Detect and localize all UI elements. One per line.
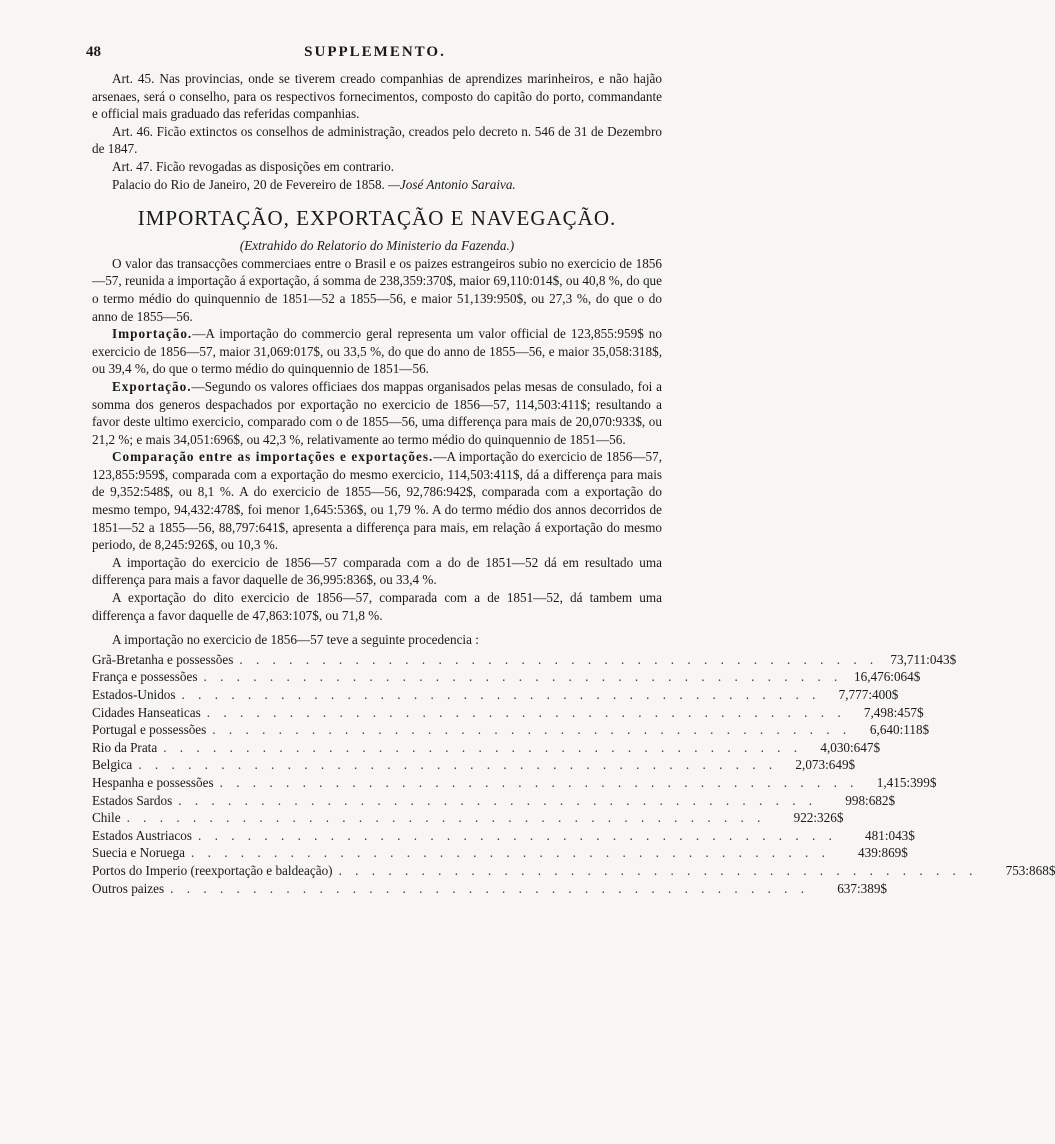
leader-dots: . . . . . . . . . . . . . . . . . . . . . . . . . . . . . . . . . . . . . . .	[212, 722, 852, 738]
importacao-heading: Importação.	[112, 326, 193, 342]
country-name: Estados Austriacos	[92, 827, 192, 843]
page-number: 48	[86, 44, 101, 60]
article-45	[92, 70, 662, 123]
list-item	[92, 668, 921, 686]
leader-dots: . . . . . . . . . . . . . . . . . . . . . . . . . . . . . . . . . . . . . . .	[181, 687, 821, 702]
article-text: Nas provincias, onde se tiverem creado companhias de aprendizes marinheiros, e não hajão arsenaes, será o conselho, para os respectivos fornecimentos, composto do capitão do porto, commandante e official mais graduado das referidas companhias.	[92, 71, 662, 122]
import-value: 4,030:647$	[820, 739, 881, 755]
paragraph-exportacao-1851: A exportação do dito exercicio de 1856—57, comparada com a de 1851—52, dá tambem uma differença a favor daquelle de 47,863:107$, ou 71,8 %.	[92, 590, 662, 623]
article-47	[92, 158, 662, 176]
leader-dots: . . . . . . . . . . . . . . . . . . . . . . . . . . . . . . . . . . . . . . .	[198, 827, 837, 843]
article-46	[92, 123, 662, 158]
list-item	[92, 686, 899, 704]
list-intro: A importação no exercicio de 1856—57 teve a seguinte procedencia :	[112, 632, 479, 648]
exportacao-paragraph	[92, 378, 662, 448]
article-text: Ficão extinctos os conselhos de administração, creados pelo decreto n. 546 de 31 de Dezembro de 1847.	[92, 123, 663, 157]
country-name: Belgica	[92, 757, 133, 773]
procedencia-list	[92, 651, 1055, 897]
country-name: Chile	[92, 810, 121, 826]
country-name: Hespanha e possessões	[92, 774, 214, 790]
leader-dots: . . . . . . . . . . . . . . . . . . . . . . . . . . . . . . . . . . . . . . .	[338, 862, 978, 878]
import-value: 2,073:649$	[795, 757, 856, 773]
import-value: 753:868$	[1005, 862, 1055, 878]
exportacao-text: —Segundo os valores officiaes dos mappas organisados pelas mesas de consulado, foi a somma dos generos despachados por exportação no exercicio de 1856—57, 114,503:411$; resultando a favor deste ultimo exercicio, comparado com o de 1855—56, uma differença para mais de 20,070:933$, ou 21,2 %; e mais 34,051:696$, ou 42,3 %, relativamente ao termo médio do quinquennio de 1851—56.	[92, 378, 662, 447]
leader-dots: . . . . . . . . . . . . . . . . . . . . . . . . . . . . . . . . . . . . . . .	[203, 669, 843, 685]
list-item	[92, 774, 937, 792]
leader-dots: . . . . . . . . . . . . . . . . . . . . . . . . . . . . . . . . . . . . . . .	[178, 792, 818, 808]
list-item	[92, 809, 844, 827]
list-item	[92, 792, 896, 810]
leader-dots: . . . . . . . . . . . . . . . . . . . . . . . . . . . . . . . . . . . . . . .	[219, 774, 859, 790]
country-name: Cidades Hanseaticas	[92, 704, 201, 720]
list-item	[92, 880, 888, 898]
list-item	[92, 756, 856, 774]
list-item	[92, 739, 881, 757]
country-name: Outros paizes	[92, 880, 165, 896]
page-header	[86, 44, 664, 66]
exportacao-heading: Exportação.	[112, 378, 192, 394]
comparacao-heading: Comparação entre as importações e exportações.	[112, 449, 434, 465]
section-title: IMPORTAÇÃO, EXPORTAÇÃO E NAVEGAÇÃO.	[137, 206, 617, 231]
import-value: 637:389$	[837, 880, 888, 896]
leader-dots: . . . . . . . . . . . . . . . . . . . . . . . . . . . . . . . . . . . . . . .	[163, 739, 803, 755]
paragraph-importacao-1851: A importação do exercicio de 1856—57 comparada com a do de 1851—52 dá em resultado uma differença para mais a favor daquelle de 36,995:836$, ou 33,4 %.	[92, 554, 662, 588]
signature-line	[92, 176, 662, 194]
leader-dots: . . . . . . . . . . . . . . . . . . . . . . . . . . . . . . . . . . . . . . .	[138, 757, 778, 773]
import-value: 1,415:399$	[876, 774, 937, 790]
leader-dots: . . . . . . . . . . . . . . . . . . . . . . . . . . . . . . . . . . . . . . .	[191, 845, 830, 861]
list-item	[92, 704, 924, 722]
import-value: 998:682$	[845, 792, 896, 808]
place-date: Palacio do Rio de Janeiro, 20 de Fevereiro de 1858.	[112, 176, 385, 192]
import-value: 439:869$	[858, 845, 908, 861]
importacao-text: —A importação do commercio geral representa um valor official de 123,855:959$ no exercicio de 1856—57, maior 31,069:017$, ou 33,5 %, do que do anno de 1855—56, e maior 35,058:318$, ou 39,4 %, do que o termo médio do quinquennio de 1851—56.	[92, 326, 662, 377]
signer: —José Antonio Saraiva.	[388, 176, 516, 192]
article-id: Art. 46.	[112, 123, 153, 139]
leader-dots: . . . . . . . . . . . . . . . . . . . . . . . . . . . . . . . . . . . . . . .	[239, 651, 879, 667]
import-value: 481:043$	[865, 827, 915, 843]
article-id: Art. 45.	[112, 71, 155, 86]
article-text: Ficão revogadas as disposições em contrario.	[155, 158, 395, 174]
import-value: 7,498:457$	[863, 704, 924, 720]
country-name: Rio da Prata	[92, 739, 158, 755]
list-item	[92, 844, 908, 862]
comparacao-text: —A importação do exercicio de 1856—57, 123,855:959$, comparada com a exportação do mesmo exercicio, 114,503:411$, dá a differença para mais de 9,352:548$, ou 8,1 %. A do exercicio de 1855—56, 92,786:942$, comparada com a exportação do mesmo tempo, 94,432:478$, foi menor 1,645:536$, ou 1,79 %. A do termo médio dos annos decorridos de 1851—52 a 1855—56, 88,797:641$, apresenta a differença para mais, em relação á exportação do mesmo periodo, de 8,245:926$, ou 10,3 %.	[92, 449, 662, 553]
list-item	[92, 721, 930, 739]
article-id: Art. 47.	[112, 158, 153, 174]
country-name: Suecia e Noruega	[92, 845, 186, 861]
country-name: Grã-Bretanha e possessões	[92, 651, 234, 667]
country-name: França e possessões	[92, 669, 198, 685]
importacao-paragraph	[92, 325, 662, 378]
leader-dots: . . . . . . . . . . . . . . . . . . . . . . . . . . . . . . . . . . . . . . .	[126, 810, 766, 826]
import-value: 7,777:400$	[838, 687, 899, 702]
running-title: SUPPLEMENTO.	[304, 44, 446, 60]
comparacao-paragraph	[92, 448, 662, 554]
country-name: Portugal e possessões	[92, 722, 207, 738]
import-value: 73,711:043$	[890, 651, 957, 667]
country-name: Estados Sardos	[92, 792, 173, 808]
list-item	[92, 827, 915, 845]
page-body	[92, 70, 1055, 897]
country-name: Portos do Imperio (reexportação e baldeação)	[92, 862, 333, 878]
intro-paragraph: O valor das transacções commerciaes entre o Brasil e os paizes estrangeiros subio no exercicio de 1856—57, reunida a importação á exportação, á somma de 238,359:370$, maior 69,110:014$, ou 40,8 %, do que o termo médio do quinquennio de 1851—52 a 1855—56, e maior 51,139:950$, ou 27,3 %, do que o do anno de 1855—56.	[92, 255, 662, 324]
section-subtitle: (Extrahido do Relatorio do Ministerio da Fazenda.)	[239, 238, 515, 254]
import-value: 922:326$	[793, 810, 844, 826]
list-item	[92, 862, 1055, 880]
list-item	[92, 651, 957, 669]
import-value: 6,640:118$	[869, 722, 930, 738]
country-name: Estados-Unidos	[92, 687, 176, 702]
import-value: 16,476:064$	[854, 669, 921, 685]
leader-dots: . . . . . . . . . . . . . . . . . . . . . . . . . . . . . . . . . . . . . . .	[206, 704, 846, 720]
leader-dots: . . . . . . . . . . . . . . . . . . . . . . . . . . . . . . . . . . . . . . .	[170, 880, 810, 896]
